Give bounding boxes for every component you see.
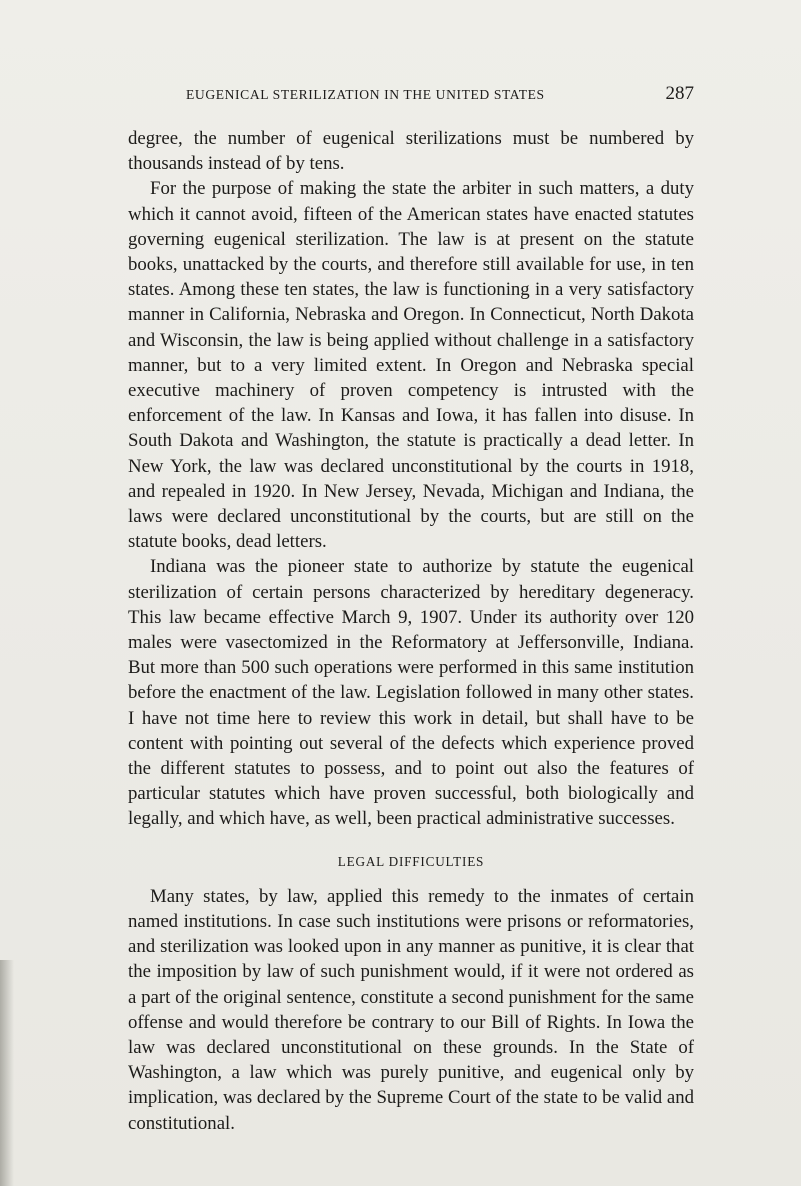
paragraph-legal-difficulties: Many states, by law, applied this remedy to the inmates of certain named institutions. In case such institutions were prisons or reformatories, and sterilization was looked upon in any manner as punitive, it is clear that the imposition by law of such punishment would, if it were not ordered as a part of the original sentence, constitute a second punishment for the same offense and would therefore be contrary to our Bill of Rights. In Iowa the law was declared unconstitutional on these grounds. In the State of Washington, a law which was purely punitive, and eugenical only by implication, was declared by the Supreme Court of the state to be valid and constitutional.: [128, 885, 694, 1134]
paragraph-state-statutes: For the purpose of making the state the arbiter in such matters, a duty which it cannot avoid, fifteen of the American states have enacted statutes governing eugenical sterilization. The law is at present on the statute books, unattacked by the courts, and therefore still available for use, in ten states. Among these ten states, the law is functioning in a very satisfactory manner in California, Nebraska and Oregon. In Connecticut, North Dakota and Wisconsin, the law is being applied without challenge in a satisfactory manner, but to a very limited extent. In Oregon and Nebraska special executive machinery of proven competency is intrusted with the enforcement of the law. In Kansas and Iowa, it has fallen into disuse. In South Dakota and Washington, the statute is practically a dead letter. In New York, the law was declared unconstitutional by the courts in 1918, and repealed in 1920. In New Jersey, Nevada, Michigan and Indiana, the laws were declared unconstitutional by the courts, but are still on the statute books, dead letters.: [128, 178, 694, 553]
paragraph-indiana-pioneer: Indiana was the pioneer state to authorize by statute the eugenical sterilization of certain persons characterized by hereditary degeneracy. This law became effective March 9, 1907. Under its authority over 120 males were vasectomized in the Reformatory at Jeffersonville, Indiana. But more than 500 such operations were performed in this same institution before the enactment of the law. Legislation followed in many other states. I have not time here to review this work in detail, but shall have to be content with pointing out several of the defects which experience proved the different statutes to possess, and to point out also the features of particular statutes which have proven successful, both biologically and legally, and which have, as well, been practical administrative successes.: [128, 556, 694, 830]
running-title: EUGENICAL STERILIZATION IN THE UNITED STATES: [186, 87, 545, 102]
body-text: [128, 126, 694, 1136]
page-number: 287: [665, 83, 694, 104]
section-heading-legal-difficulties: LEGAL DIFFICULTIES: [337, 853, 485, 869]
paragraph-continued: degree, the number of eugenical sterilizations must be numbered by thousands instead of by tens.: [128, 128, 694, 175]
running-head: [128, 85, 694, 109]
page-edge-shadow: [0, 960, 14, 1186]
